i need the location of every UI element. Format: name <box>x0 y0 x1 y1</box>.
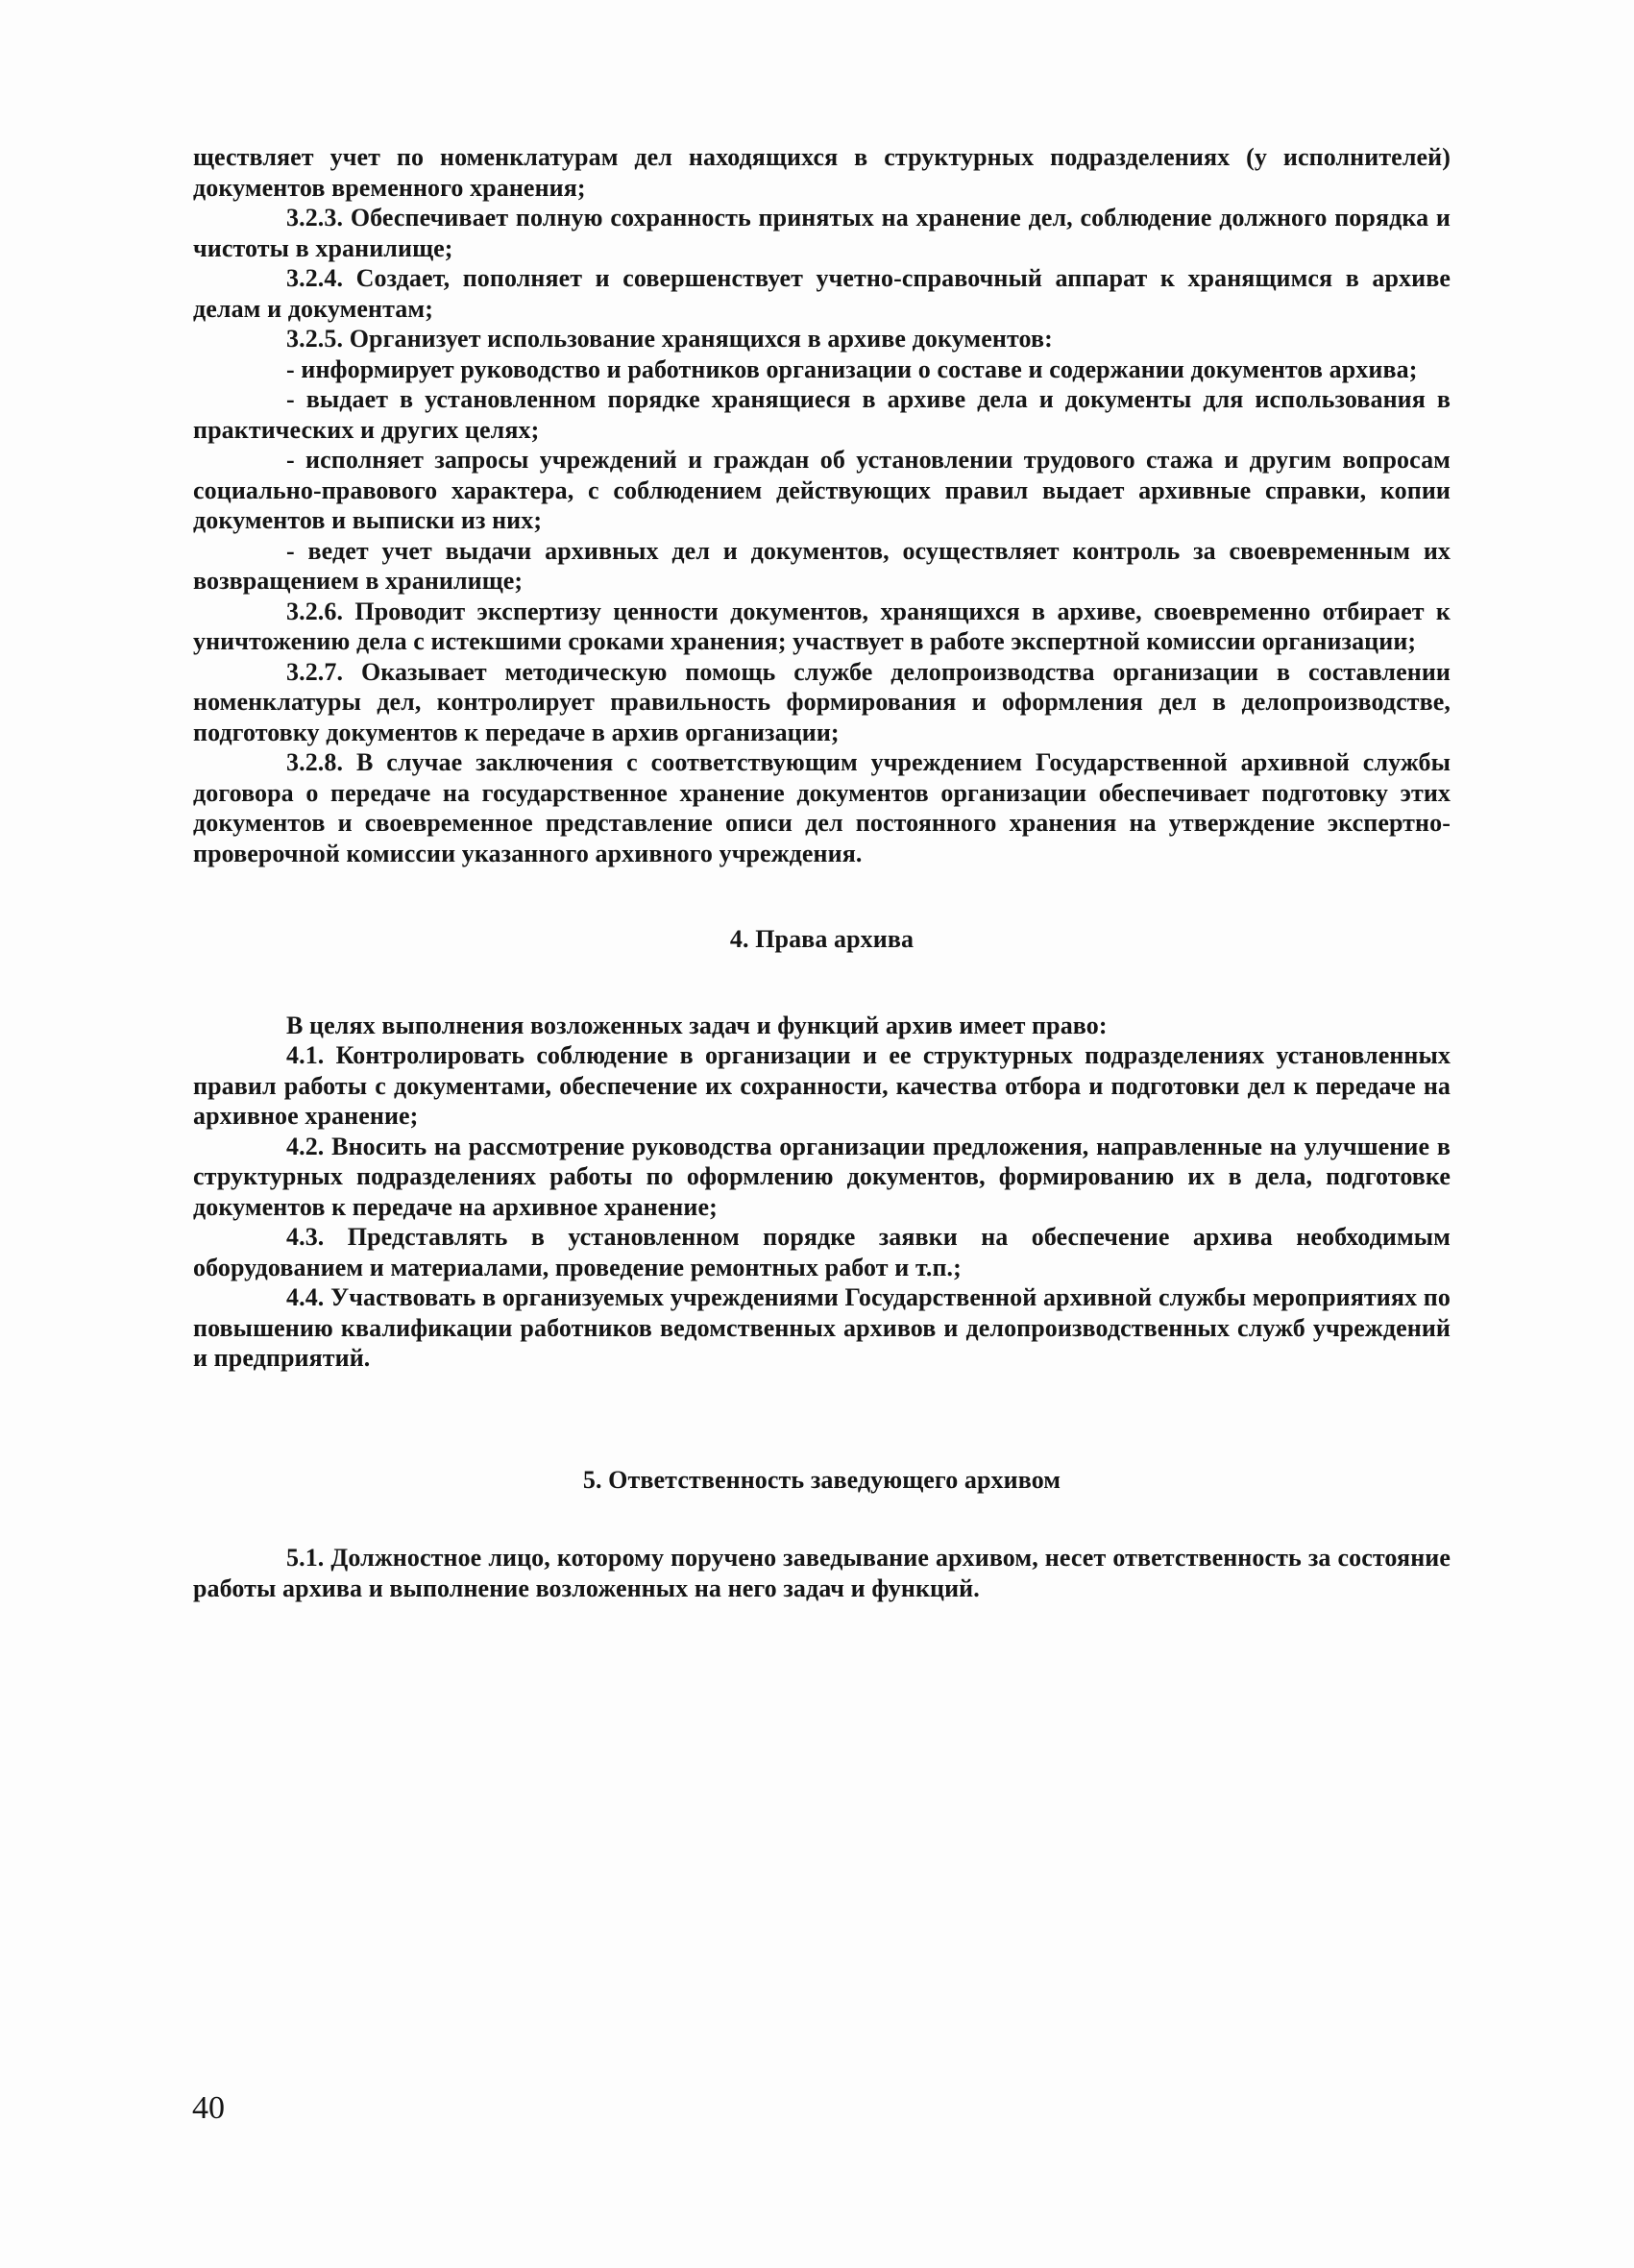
page-number: 40 <box>192 2090 225 2126</box>
section-4-heading: 4. Права архива <box>729 925 915 953</box>
paragraph-4-1: 4.1. Контролировать соблюдение в организации и ее структурных подразделениях установленных правил работы с документами, обеспечение их сохранности, качества отбора и подготовки дел к передаче на архивное хранение; <box>193 1041 1451 1130</box>
paragraph-continuation: ществляет учет по номенклатурам дел находящихся в структурных подразделениях (у исполнителей) документов временного хранения; <box>193 143 1451 202</box>
section-5-heading: 5. Ответственность заведующего архивом <box>582 1465 1061 1494</box>
document-body <box>193 142 1451 1603</box>
paragraph-3-2-8: 3.2.8. В случае заключения с соответствующим учреждением Государственной архивной службы договора о передаче на государственное хранение документов организации обеспечивает подготовку этих документов и своевременное представление описи дел постоянного хранения на утверждение экспертно-проверочной комиссии указанного архивного учреждения. <box>193 748 1451 867</box>
bullet-requests: - исполняет запросы учреждений и граждан об установлении трудового стажа и другим вопросам социально-правового характера, с соблюдением действующих правил выдает архивные справки, копии документов и выписки из них; <box>193 446 1451 534</box>
section-4-intro: В целях выполнения возложенных задач и функций архив имеет право: <box>286 1011 1108 1039</box>
paragraph-3-2-6: 3.2.6. Проводит экспертизу ценности документов, хранящихся в архиве, своевременно отбирает к уничтожению дела с истекшими сроками хранения; участвует в работе экспертной комиссии организации; <box>193 597 1451 655</box>
bullet-accounting: - ведет учет выдачи архивных дел и документов, осуществляет контроль за своевременным их возвращением в хранилище; <box>193 536 1451 595</box>
paragraph-4-4: 4.4. Участвовать в организуемых учреждениями Государственной архивной службы мероприятиях по повышению квалификации работников ведомственных архивов и делопроизводственных служб учреждений и предприятий. <box>193 1283 1451 1372</box>
paragraph-3-2-4: 3.2.4. Создает, пополняет и совершенствует учетно-справочный аппарат к хранящимся в архиве делам и документам; <box>193 264 1451 323</box>
bullet-issue: - выдает в установленном порядке хранящиеся в архиве дела и документы для использования в практических и других целях; <box>193 385 1451 444</box>
paragraph-5-1: 5.1. Должностное лицо, которому поручено заведывание архивом, несет ответственность за состояние работы архива и выполнение возложенных на него задач и функций. <box>193 1544 1451 1602</box>
paragraph-3-2-7: 3.2.7. Оказывает методическую помощь службе делопроизводства организации в составлении номенклатуры дел, контролирует правильность формирования и оформления дел в делопроизводстве, подготовку документов к передаче в архив организации; <box>193 657 1451 746</box>
paragraph-3-2-5: 3.2.5. Организует использование хранящихся в архиве документов: <box>286 325 1053 353</box>
paragraph-4-3: 4.3. Представлять в установленном порядке заявки на обеспечение архива необходимым оборудованием и материалами, проведение ремонтных работ и т.п.; <box>193 1223 1451 1281</box>
paragraph-4-2: 4.2. Вносить на рассмотрение руководства организации предложения, направленные на улучшение в структурных подразделениях работы по оформлению документов, формированию их в дела, подготовке документов к передаче на архивное хранение; <box>193 1132 1451 1221</box>
paragraph-3-2-3: 3.2.3. Обеспечивает полную сохранность принятых на хранение дел, соблюдение должного порядка и чистоты в хранилище; <box>193 204 1451 262</box>
bullet-inform: - информирует руководство и работников организации о составе и содержании документов архива; <box>286 354 1418 383</box>
